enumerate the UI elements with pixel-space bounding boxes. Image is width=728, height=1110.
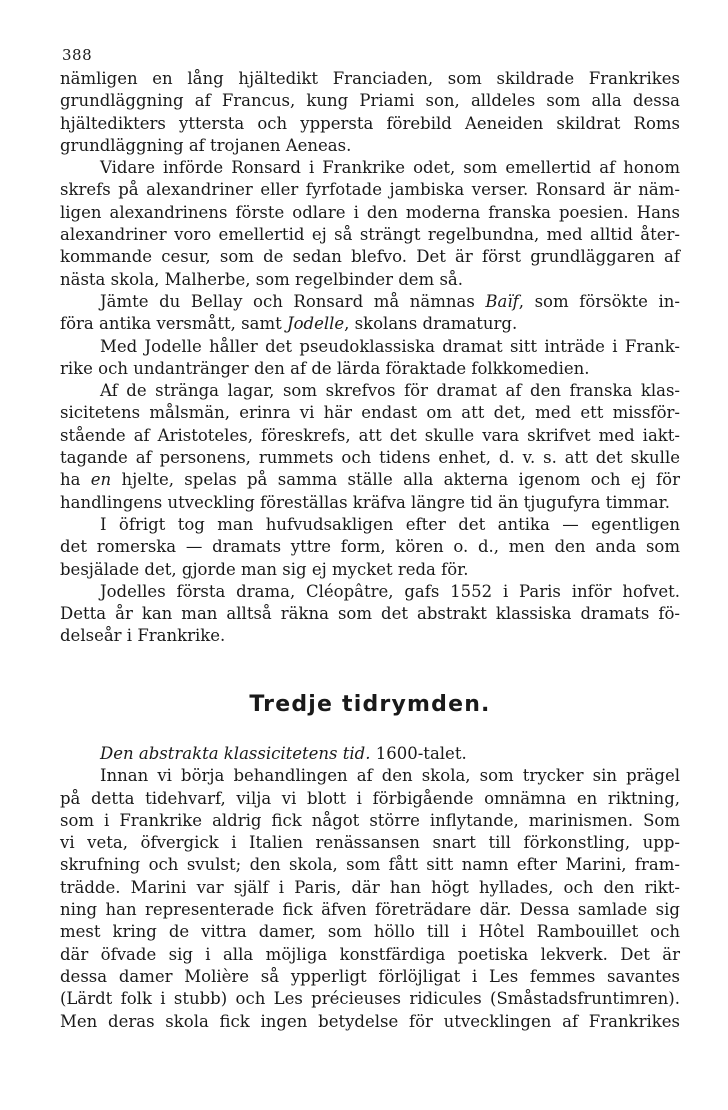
page-number: 388: [62, 46, 93, 64]
text-line: Detta år kan man alltså räkna som det abstrakt klassiska dramats fö-: [60, 604, 680, 624]
text-line: grundläggning af Francus, kung Priami son, alldeles som alla dessa: [60, 91, 680, 111]
italic-text: Baïf: [485, 291, 519, 311]
text-line: [60, 313, 680, 335]
text-line: I öfrigt tog man hufvudsakligen efter det antika — egentligen: [100, 514, 680, 534]
text-line: Innan vi börja behandlingen af den skola, som trycker sin prägel: [100, 766, 680, 786]
section-heading: Tredje tidrymden.: [249, 692, 491, 717]
text-line: rike och undantränger den af de lärda föraktade folkkomedien.: [60, 358, 590, 378]
text-line: sicitetens målsmän, erinra vi här endast om att det, med ett missför-: [60, 403, 680, 423]
text-span: föra antika versmått, samt: [60, 314, 287, 334]
text-line: Men deras skola fick ingen betydelse för utvecklingen af Frankrikes: [60, 1011, 680, 1031]
italic-text: Den abstrakta klassicitetens tid.: [100, 744, 371, 763]
text-line: tagande af personens, rummets och tidens enhet, d. v. s. att det skulle: [60, 448, 680, 468]
text-line: Af de stränga lagar, som skrefvos för dramat af den franska klas-: [100, 381, 680, 401]
book-page: [60, 0, 680, 1110]
body-text-lower: [60, 743, 680, 1033]
text-line: alexandriner voro emellertid ej så strängt regelbundna, med alltid åter-: [60, 225, 680, 245]
text-line: handlingens utveckling föreställas kräfva längre tid än tjugufyra timmar.: [60, 492, 670, 512]
text-line: nästa skola, Malherbe, som regelbinder dem så.: [60, 269, 463, 289]
text-line: ligen alexandrinens förste odlare i den moderna franska poesien. Hans: [60, 202, 680, 222]
text-line: hjältedikters yttersta och yppersta förebild Aeneiden skildrat Roms: [60, 113, 680, 133]
text-line: (Lärdt folk i stubb) och Les précieuses ridicules (Småstadsfruntimren).: [60, 989, 680, 1009]
text-span: 1600-talet.: [370, 744, 467, 763]
text-span: ha: [60, 470, 91, 490]
text-line: [60, 743, 680, 765]
text-line: dessa damer Molière så ypperligt förlöjligat i Les femmes savantes: [60, 966, 680, 986]
text-line: Med Jodelle håller det pseudoklassiska dramat sitt inträde i Frank-: [100, 336, 680, 356]
text-line: stående af Aristoteles, föreskrefs, att det skulle vara skrifvet med iakt-: [60, 425, 680, 445]
italic-text: Jodelle: [286, 314, 345, 334]
text-line: som i Frankrike aldrig fick något större inflytande, marinismen. Som: [60, 810, 680, 830]
text-span: , som försökte in-: [518, 291, 680, 311]
text-line: där öfvade sig i alla möjliga konstfärdiga poetiska lekverk. Det är: [60, 944, 680, 964]
text-span: Jämte du Bellay och Ronsard må nämnas: [100, 291, 486, 311]
text-line: vi veta, öfvergick i Italien renässansen snart till förkonstling, upp-: [60, 833, 680, 853]
text-line: det romerska — dramats yttre form, kören o. d., men den anda som: [60, 537, 680, 557]
italic-text: en: [90, 470, 112, 490]
text-line: kommande cesur, som de sedan blefvo. Det är först grundläggaren af: [60, 247, 680, 267]
text-line: skrefs på alexandriner eller fyrfotade jambiska verser. Ronsard är näm-: [60, 180, 680, 200]
text-line: Vidare införde Ronsard i Frankrike odet, som emellertid af honom: [100, 158, 680, 178]
text-span: , skolans dramaturg.: [344, 314, 518, 334]
text-line: på detta tidehvarf, vilja vi blott i förbigående omnämna en riktning,: [60, 788, 680, 808]
text-line: grundläggning af trojanen Aeneas.: [60, 135, 352, 155]
text-line: [60, 469, 680, 491]
text-line: trädde. Marini var själf i Paris, där han högt hyllades, och den rikt-: [60, 877, 680, 897]
text-line: nämligen en lång hjältedikt Franciaden, som skildrade Frankrikes: [60, 69, 680, 88]
text-span: hjelte, spelas på samma ställe alla akterna igenom och ej för: [111, 470, 680, 490]
text-line: besjälade det, gjorde man sig ej mycket reda för.: [60, 559, 469, 579]
text-line: delseår i Frankrike.: [60, 626, 226, 646]
text-line: ning han representerade fick äfven företrädare där. Dessa samlade sig: [60, 900, 680, 920]
text-line: skrufning och svulst; den skola, som fått sitt namn efter Marini, fram-: [60, 855, 680, 875]
text-line: mest kring de vittra damer, som höllo till i Hôtel Rambouillet och: [60, 922, 680, 942]
text-line: Jodelles första drama, Cléopâtre, gafs 1552 i Paris inför hofvet.: [100, 581, 680, 601]
body-text-upper: [60, 68, 680, 648]
text-line: [60, 291, 680, 313]
